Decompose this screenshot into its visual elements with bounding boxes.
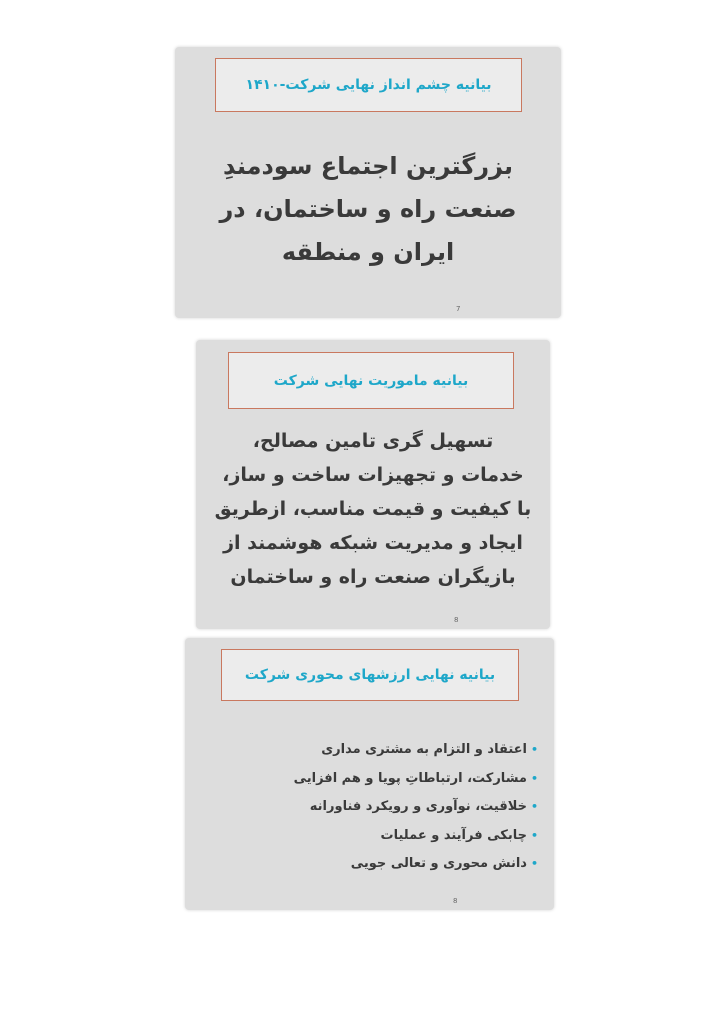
bullet-icon: •: [530, 743, 538, 756]
mission-line: ایجاد و مدیریت شبکه هوشمند از: [223, 532, 523, 554]
slide-vision: [175, 47, 561, 318]
mission-line: با کیفیت و قیمت مناسب، ازطریق: [214, 498, 532, 520]
mission-line: تسهیل گری تامین مصالح،: [252, 430, 494, 452]
value-text: چابکی فرآیند و عملیات: [380, 827, 527, 843]
bullet-icon: •: [530, 800, 538, 813]
page-number: 8: [453, 897, 458, 905]
slide-core-values: [185, 638, 554, 910]
value-text: خلاقیت، نوآوری و رویکرد فناورانه: [309, 799, 527, 814]
list-item: [294, 793, 538, 822]
bullet-icon: •: [530, 828, 538, 842]
slide-title: بیانیه ماموریت نهایی شرکت: [228, 352, 514, 409]
vision-line: بزرگترین اجتماع سودمندِ: [222, 152, 514, 180]
page-number: 8: [454, 616, 459, 624]
value-text: دانش محوری و تعالی جویی: [350, 856, 527, 871]
list-item: [294, 822, 538, 851]
list-item: [294, 765, 538, 794]
vision-line: ایران و منطقه: [281, 238, 455, 266]
value-text: اعتقاد و التزام به مشتری مداری: [321, 742, 527, 757]
list-item: [294, 736, 538, 765]
bullet-icon: •: [530, 857, 538, 870]
core-values-list: [294, 736, 538, 879]
list-item: [294, 850, 538, 879]
slide-title: بیانیه چشم انداز نهایی شرکت-۱۴۱۰: [215, 58, 522, 112]
mission-statement: [196, 424, 550, 594]
mission-line: خدمات و تجهیزات ساخت و ساز،: [222, 464, 524, 486]
vision-statement: [175, 145, 561, 274]
page-number: 7: [456, 305, 461, 313]
bullet-icon: •: [530, 771, 538, 785]
slide-mission: [196, 340, 550, 629]
vision-line: صنعت راه و ساختمان، در: [219, 195, 517, 223]
value-text: مشارکت، ارتباطاتِ پویا و هم افزایی: [293, 770, 527, 786]
mission-line: بازیگران صنعت راه و ساختمان: [230, 566, 516, 588]
slide-title: بیانیه نهایی ارزشهای محوری شرکت: [221, 649, 519, 701]
